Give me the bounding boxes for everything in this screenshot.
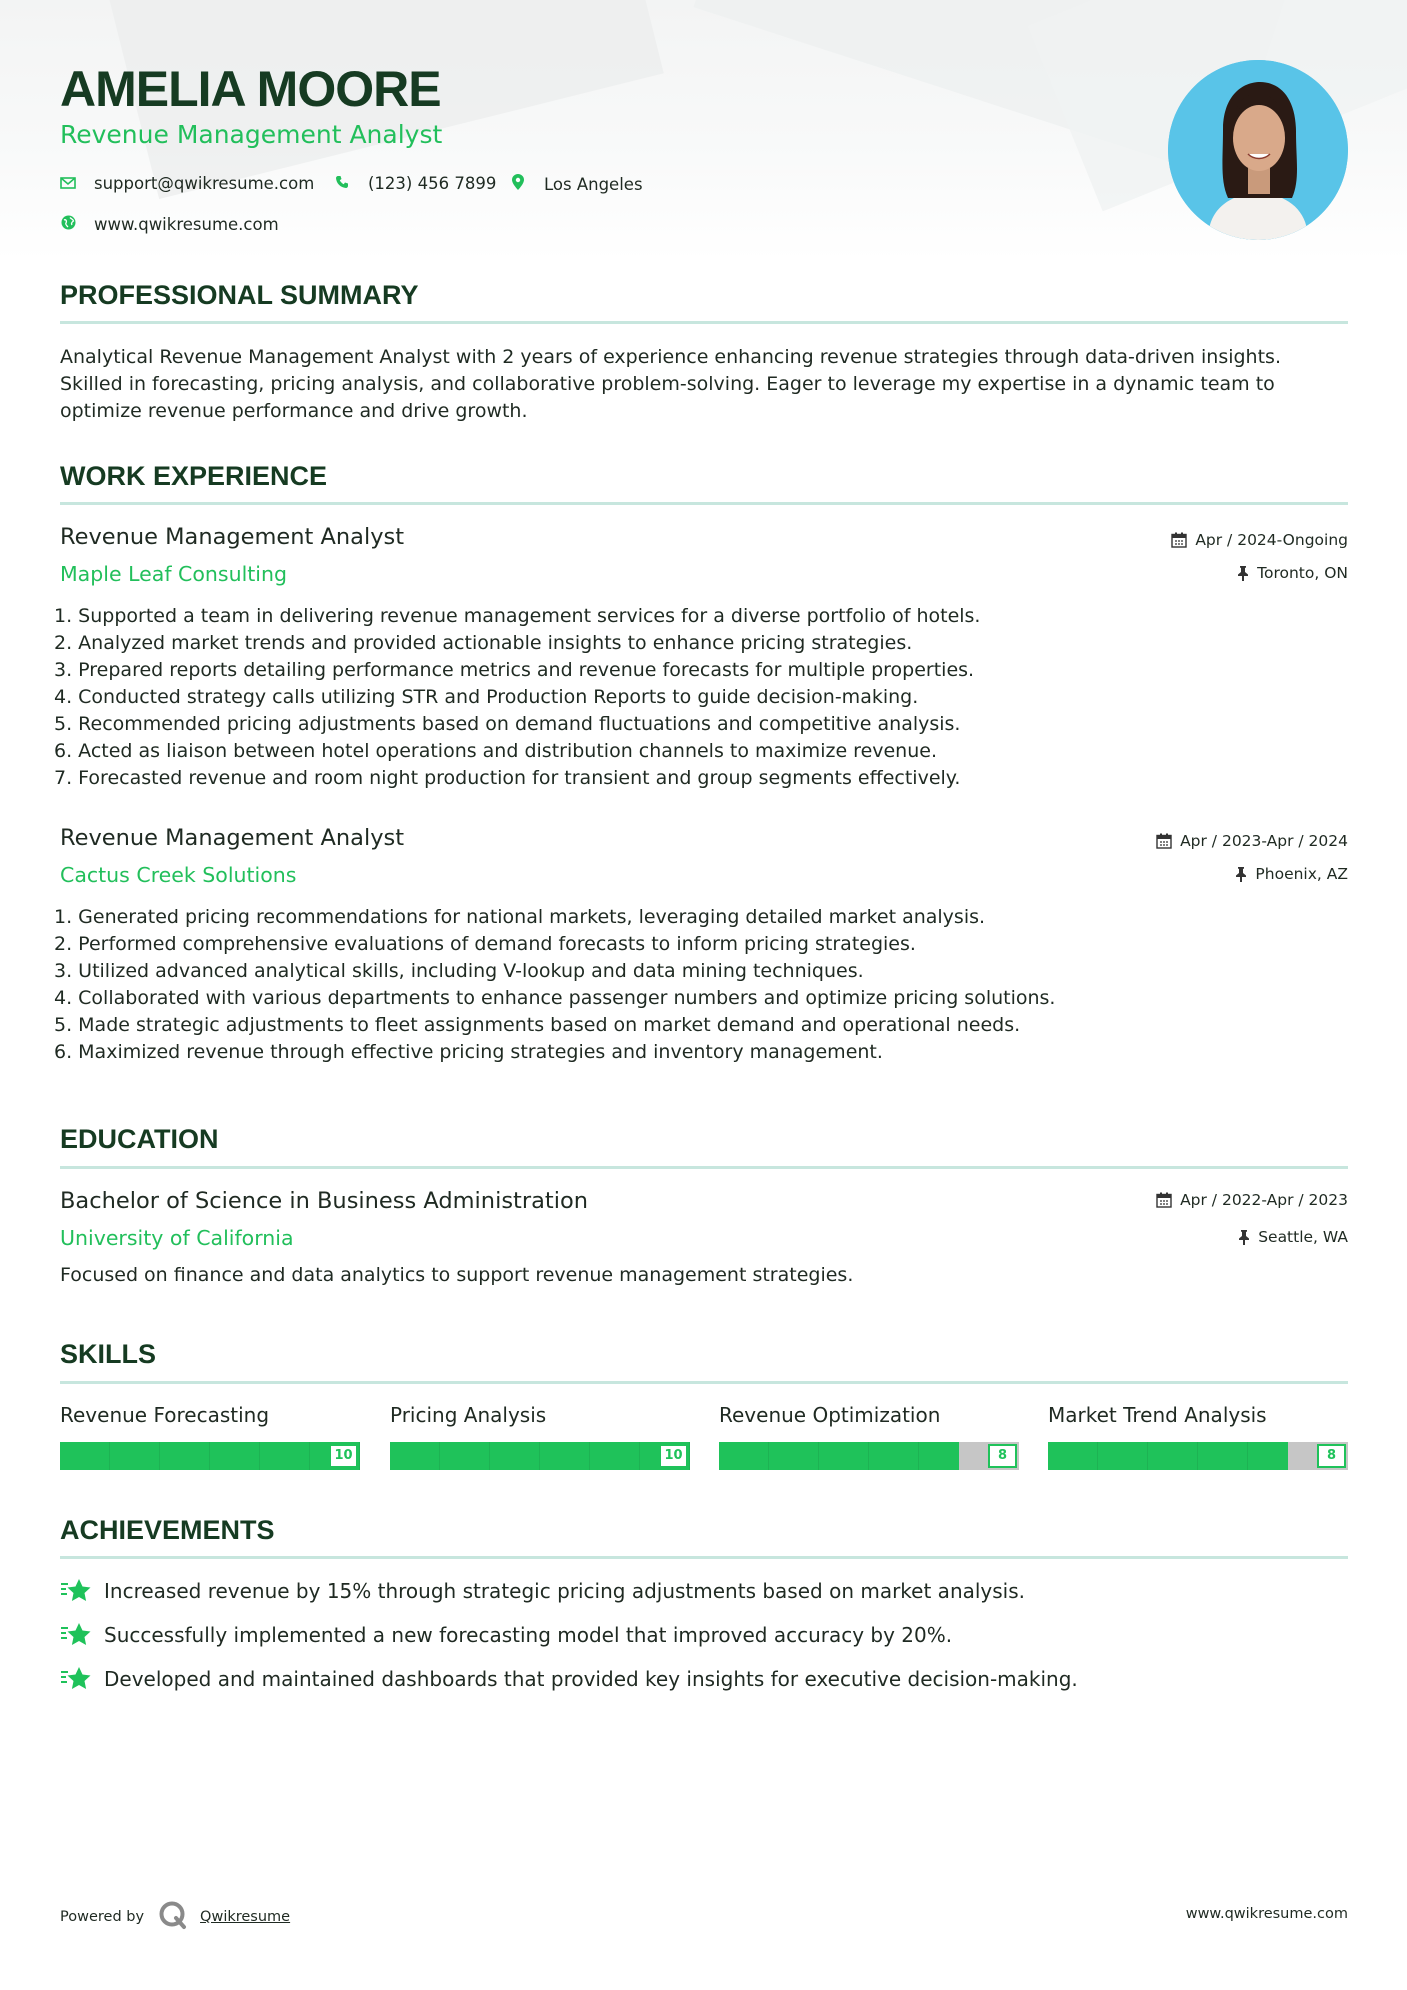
globe-icon — [60, 215, 76, 234]
job-dates-text: Apr / 2024-Ongoing — [1195, 531, 1348, 549]
star-icon — [60, 1621, 92, 1649]
job-company: Cactus Creek Solutions — [60, 863, 297, 887]
education-divider — [60, 1166, 1348, 1169]
star-icon — [60, 1665, 92, 1693]
achievements-divider — [60, 1556, 1348, 1559]
skill-meter — [60, 1442, 360, 1470]
contact-website[interactable] — [60, 215, 279, 234]
job-location — [1237, 564, 1348, 582]
phone-icon — [334, 174, 350, 193]
job-location — [1235, 865, 1348, 883]
footer-powered-by — [60, 1900, 290, 1934]
skills-heading: SKILLS — [60, 1339, 157, 1369]
skills-divider — [60, 1381, 1348, 1384]
job-dates — [1171, 531, 1348, 549]
skill-score: 10 — [329, 1444, 358, 1468]
calendar-icon — [1171, 532, 1187, 548]
experience-heading: WORK EXPERIENCE — [60, 461, 328, 491]
skill-meter-fill — [60, 1442, 360, 1470]
candidate-title: Revenue Management Analyst — [60, 120, 443, 149]
job-location-text: Toronto, ON — [1257, 564, 1348, 582]
contact-phone[interactable] — [334, 174, 496, 193]
education-school: University of California — [60, 1226, 294, 1250]
phone-text: (123) 456 7899 — [368, 174, 497, 193]
job-bullets — [54, 603, 980, 792]
skill-meter — [1048, 1442, 1348, 1470]
job-company: Maple Leaf Consulting — [60, 562, 288, 586]
achievement-item — [60, 1665, 1078, 1693]
skill-score: 10 — [659, 1444, 688, 1468]
skill-label: Revenue Optimization — [719, 1403, 941, 1427]
list-item: 1. Supported a team in delivering revenue management services for a diverse portfolio of hotels. — [54, 605, 981, 627]
job-bullets — [54, 904, 1055, 1066]
pushpin-icon — [1237, 565, 1249, 581]
list-item: 5. Recommended pricing adjustments based on demand fluctuations and competitive analysis. — [54, 713, 961, 735]
pushpin-icon — [1235, 866, 1247, 882]
skill-label: Pricing Analysis — [390, 1403, 547, 1427]
skill-label: Market Trend Analysis — [1048, 1403, 1267, 1427]
contact-email[interactable] — [60, 174, 314, 193]
list-item: 3. Prepared reports detailing performance metrics and revenue forecasts for multiple properties. — [54, 659, 975, 681]
skill-meter-fill — [390, 1442, 690, 1470]
achievement-text: Developed and maintained dashboards that provided key insights for executive decision-making. — [104, 1667, 1078, 1691]
skill-meter — [390, 1442, 690, 1470]
skill-score: 8 — [988, 1444, 1017, 1468]
skill-meter-fill — [719, 1442, 959, 1470]
candidate-name: AMELIA MOORE — [60, 61, 441, 117]
envelope-icon — [60, 174, 76, 193]
summary-heading: PROFESSIONAL SUMMARY — [60, 280, 419, 310]
list-item: 2. Performed comprehensive evaluations of demand forecasts to inform pricing strategies. — [54, 933, 916, 955]
list-item: 3. Utilized advanced analytical skills, including V-lookup and data mining techniques. — [54, 960, 864, 982]
list-item: 6. Acted as liaison between hotel operations and distribution channels to maximize revenue. — [54, 740, 937, 762]
skill-score: 8 — [1317, 1444, 1346, 1468]
list-item: 2. Analyzed market trends and provided actionable insights to enhance pricing strategies. — [54, 632, 913, 654]
education-description: Focused on finance and data analytics to support revenue management strategies. — [60, 1264, 854, 1286]
education-dates-text: Apr / 2022-Apr / 2023 — [1180, 1191, 1348, 1209]
profile-photo — [1168, 60, 1348, 240]
education-dates — [1156, 1191, 1348, 1209]
summary-text: Analytical Revenue Management Analyst with 2 years of experience enhancing revenue strategies through data-driven insights. Skilled in forecasting, pricing analysis, and collaborative problem-solving. Eager to leverage my expertise in a dynamic team to optimize revenue performance and drive growth. — [60, 346, 1281, 422]
map-pin-icon — [510, 174, 526, 194]
powered-by-text: Powered by — [60, 1909, 145, 1925]
job-dates-text: Apr / 2023-Apr / 2024 — [1180, 832, 1348, 850]
education-location — [1238, 1228, 1348, 1246]
achievement-text: Successfully implemented a new forecasting model that improved accuracy by 20%. — [104, 1623, 953, 1647]
experience-divider — [60, 502, 1348, 505]
list-item: 4. Conducted strategy calls utilizing STR and Production Reports to guide decision-making. — [54, 686, 919, 708]
skill-meter — [719, 1442, 1019, 1470]
list-item: 4. Collaborated with various departments to enhance passenger numbers and optimize pricing solutions. — [54, 987, 1056, 1009]
contact-location — [510, 174, 643, 194]
location-text: Los Angeles — [544, 174, 643, 194]
job-dates — [1156, 832, 1348, 850]
qwikresume-logo-icon — [158, 1900, 188, 1934]
achievement-item — [60, 1621, 952, 1649]
calendar-icon — [1156, 833, 1172, 849]
education-location-text: Seattle, WA — [1258, 1228, 1348, 1246]
skill-label: Revenue Forecasting — [60, 1403, 270, 1427]
brand-link[interactable]: Qwikresume — [200, 1909, 291, 1925]
job-location-text: Phoenix, AZ — [1255, 865, 1348, 883]
summary-divider — [60, 321, 1348, 324]
achievement-item — [60, 1577, 1025, 1605]
achievement-text: Increased revenue by 15% through strategic pricing adjustments based on market analysis. — [104, 1579, 1026, 1603]
footer-website[interactable]: www.qwikresume.com — [1185, 1906, 1348, 1922]
job-role: Revenue Management Analyst — [60, 524, 405, 550]
email-text: support@qwikresume.com — [94, 174, 315, 193]
skill-meter-fill — [1048, 1442, 1288, 1470]
list-item: 1. Generated pricing recommendations for national markets, leveraging detailed market analysis. — [54, 906, 986, 928]
list-item: 7. Forecasted revenue and room night production for transient and group segments effectively. — [54, 767, 961, 789]
website-text: www.qwikresume.com — [94, 215, 279, 234]
list-item: 6. Maximized revenue through effective pricing strategies and inventory management. — [54, 1041, 883, 1063]
star-icon — [60, 1577, 92, 1605]
list-item: 5. Made strategic adjustments to fleet assignments based on market demand and operational needs. — [54, 1014, 1021, 1036]
pushpin-icon — [1238, 1229, 1250, 1245]
calendar-icon — [1156, 1192, 1172, 1208]
achievements-heading: ACHIEVEMENTS — [60, 1515, 275, 1545]
education-heading: EDUCATION — [60, 1124, 219, 1154]
job-role: Revenue Management Analyst — [60, 825, 405, 851]
education-degree: Bachelor of Science in Business Administration — [60, 1188, 589, 1214]
